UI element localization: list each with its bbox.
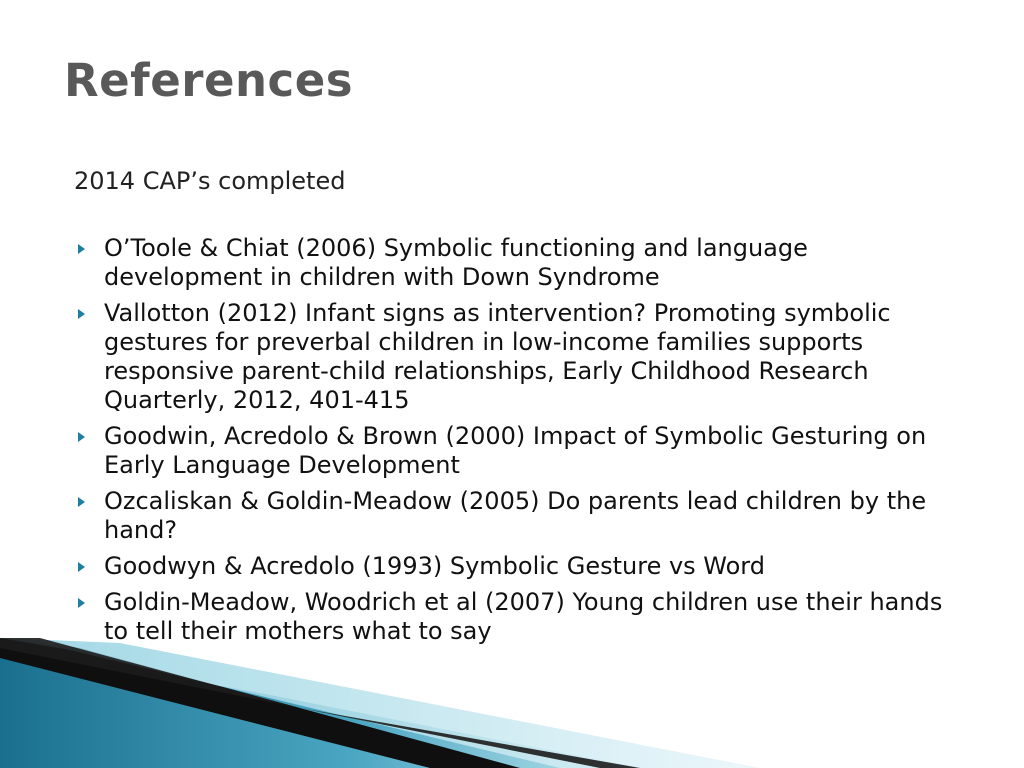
reference-text: Ozcaliskan & Goldin-Meadow (2005) Do parents lead children by the hand? <box>104 487 927 544</box>
reference-list <box>72 234 972 653</box>
decorative-wave <box>0 638 1024 768</box>
reference-text: Goldin-Meadow, Woodrich et al (2007) Young children use their hands to tell their mothers what to say <box>104 588 943 645</box>
reference-item <box>72 299 972 415</box>
reference-text: Goodwin, Acredolo & Brown (2000) Impact of Symbolic Gesturing on Early Language Development <box>104 422 927 479</box>
triangle-right-icon <box>78 432 85 442</box>
slide-title: References <box>64 54 353 107</box>
triangle-right-icon <box>78 244 85 254</box>
reference-item <box>72 234 972 292</box>
reference-item <box>72 422 972 480</box>
triangle-right-icon <box>78 598 85 608</box>
triangle-right-icon <box>78 309 85 319</box>
reference-item <box>72 487 972 545</box>
reference-text: O’Toole & Chiat (2006) Symbolic functioning and language development in children with Down Syndrome <box>104 234 808 291</box>
slide-subtitle: 2014 CAP’s completed <box>74 167 346 195</box>
reference-text: Goodwyn & Acredolo (1993) Symbolic Gesture vs Word <box>104 552 765 580</box>
triangle-right-icon <box>78 497 85 507</box>
reference-item <box>72 552 972 581</box>
triangle-right-icon <box>78 562 85 572</box>
reference-text: Vallotton (2012) Infant signs as intervention? Promoting symbolic gestures for preverbal children in low-income families supports responsive parent-child relationships, Early Childhood Research Quarterly, 2012, 401-415 <box>104 299 891 414</box>
